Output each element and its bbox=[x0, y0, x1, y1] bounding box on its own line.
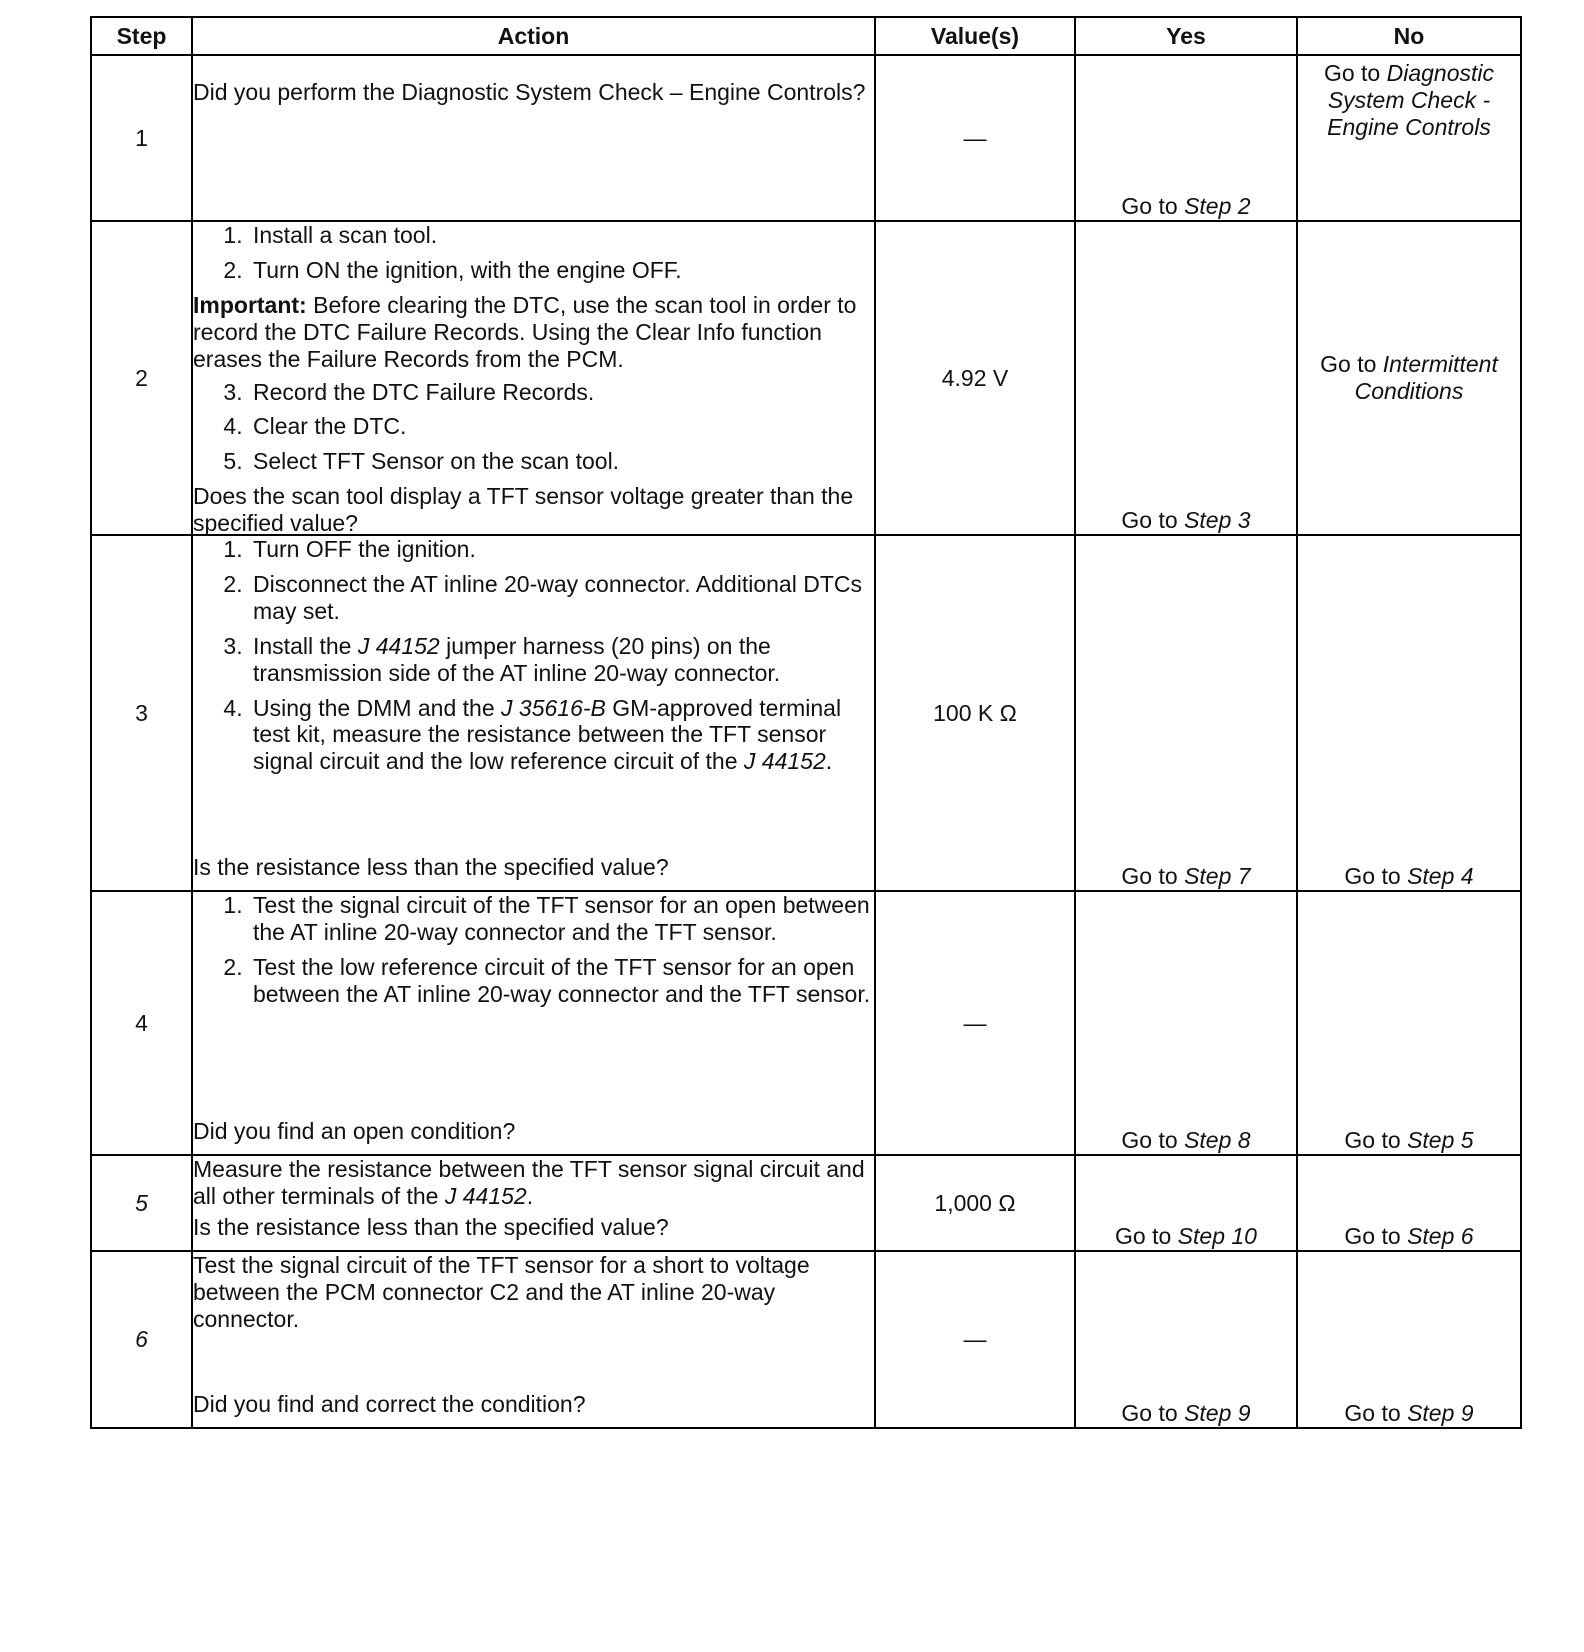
action-cell bbox=[192, 1155, 875, 1251]
no-target: Step 4 bbox=[1407, 863, 1474, 890]
action-question: Did you find and correct the condition? bbox=[193, 1391, 586, 1418]
value-cell: 4.92 V bbox=[875, 221, 1075, 535]
table-row bbox=[91, 221, 1521, 535]
no-target: Intermittent Conditions bbox=[1354, 351, 1498, 404]
yes-cell bbox=[1075, 55, 1297, 221]
action-question: Did you perform the Diagnostic System Check – Engine Controls? bbox=[193, 79, 866, 105]
go-to-label: Go to bbox=[1121, 1400, 1178, 1427]
procedure-list bbox=[193, 379, 874, 476]
procedure-list bbox=[193, 892, 874, 1016]
yes-target: Step 9 bbox=[1184, 1400, 1251, 1427]
go-to-label: Go to bbox=[1121, 193, 1178, 220]
header-values: Value(s) bbox=[875, 17, 1075, 55]
yes-cell bbox=[1075, 221, 1297, 535]
table-row bbox=[91, 1155, 1521, 1251]
procedure-step: 4. Clear the DTC. bbox=[249, 413, 874, 440]
step-number: 2 bbox=[91, 221, 192, 535]
no-target: Step 5 bbox=[1407, 1127, 1474, 1154]
procedure-step: 5. Select TFT Sensor on the scan tool. bbox=[249, 448, 874, 475]
yes-target: Step 10 bbox=[1177, 1223, 1257, 1250]
action-cell bbox=[192, 891, 875, 1155]
procedure-step: 1. Turn OFF the ignition. bbox=[249, 536, 874, 563]
go-to-label: Go to bbox=[1344, 1400, 1401, 1427]
no-cell bbox=[1297, 891, 1521, 1155]
yes-target: Step 8 bbox=[1184, 1127, 1251, 1154]
table-row bbox=[91, 535, 1521, 891]
procedure-step: 2. Test the low reference circuit of the TFT sensor for an open between the AT inline 20-way connector and the TFT sensor. bbox=[249, 954, 874, 1008]
procedure-step: 1. Install a scan tool. bbox=[249, 222, 874, 249]
yes-cell bbox=[1075, 1251, 1297, 1428]
tool-reference: J 44152 bbox=[743, 748, 826, 775]
table-row bbox=[91, 55, 1521, 221]
go-to-label: Go to bbox=[1344, 863, 1401, 890]
go-to-label: Go to bbox=[1344, 1127, 1401, 1154]
tool-reference: J 35616-B bbox=[501, 694, 606, 721]
value-cell: — bbox=[875, 891, 1075, 1155]
no-cell bbox=[1297, 535, 1521, 891]
action-cell bbox=[192, 221, 875, 535]
procedure-step: 1. Test the signal circuit of the TFT sensor for an open between the AT inline 20-way connector and the TFT sensor. bbox=[249, 892, 874, 946]
go-to-label: Go to bbox=[1121, 507, 1178, 534]
procedure-step: 2. Disconnect the AT inline 20-way connector. Additional DTCs may set. bbox=[249, 571, 874, 625]
action-cell bbox=[192, 535, 875, 891]
step-text: GM-approved terminal test kit, measure the resistance between the TFT sensor signal circuit and the low reference circuit of the bbox=[253, 694, 842, 775]
step-number: 3 bbox=[91, 535, 192, 891]
value-cell: 100 K Ω bbox=[875, 535, 1075, 891]
action-question: Is the resistance less than the specified value? bbox=[193, 1214, 669, 1241]
table-row bbox=[91, 1251, 1521, 1428]
step-number: 6 bbox=[91, 1251, 192, 1428]
action-cell bbox=[192, 55, 875, 221]
go-to-label: Go to bbox=[1344, 1223, 1401, 1250]
yes-cell bbox=[1075, 535, 1297, 891]
no-cell bbox=[1297, 1155, 1521, 1251]
yes-target: Step 3 bbox=[1184, 507, 1251, 534]
step-text: jumper harness (20 pins) on the transmission side of the AT inline 20-way connector. bbox=[253, 632, 781, 686]
procedure-list bbox=[193, 536, 874, 783]
important-label: Important: bbox=[193, 291, 307, 318]
yes-target: Step 7 bbox=[1184, 863, 1251, 890]
diagnostic-table bbox=[90, 16, 1522, 1429]
value-cell: — bbox=[875, 55, 1075, 221]
action-text bbox=[193, 1156, 874, 1210]
header-row bbox=[91, 17, 1521, 55]
important-note bbox=[193, 292, 874, 373]
step-text: Measure the resistance between the TFT sensor signal circuit and all other terminals of the bbox=[193, 1156, 865, 1209]
step-text: . bbox=[825, 748, 833, 775]
go-to-label: Go to bbox=[1323, 60, 1381, 86]
step-number: 5 bbox=[91, 1155, 192, 1251]
procedure-step bbox=[249, 695, 874, 776]
no-cell bbox=[1297, 1251, 1521, 1428]
action-text: Test the signal circuit of the TFT sensor for a short to voltage between the PCM connector C2 and the AT inline 20-way connector. bbox=[193, 1252, 810, 1332]
action-question: Did you find an open condition? bbox=[193, 1118, 516, 1145]
yes-target: Step 2 bbox=[1184, 193, 1251, 220]
step-number: 4 bbox=[91, 891, 192, 1155]
table-row bbox=[91, 891, 1521, 1155]
step-text: Install the bbox=[253, 632, 358, 659]
no-cell bbox=[1297, 221, 1521, 535]
value-cell: 1,000 Ω bbox=[875, 1155, 1075, 1251]
procedure-step: 2. Turn ON the ignition, with the engine OFF. bbox=[249, 257, 874, 284]
yes-cell bbox=[1075, 891, 1297, 1155]
no-target: Diagnostic System Check - Engine Controls bbox=[1327, 60, 1495, 140]
go-to-label: Go to bbox=[1121, 1127, 1178, 1154]
procedure-step: 3. Record the DTC Failure Records. bbox=[249, 379, 874, 406]
go-to-label: Go to bbox=[1320, 351, 1377, 378]
procedure-step bbox=[249, 633, 874, 687]
action-cell bbox=[192, 1251, 875, 1428]
yes-cell bbox=[1075, 1155, 1297, 1251]
value-cell: — bbox=[875, 1251, 1075, 1428]
tool-reference: J 44152 bbox=[444, 1182, 527, 1209]
step-text: . bbox=[526, 1182, 534, 1209]
no-cell bbox=[1297, 55, 1521, 221]
header-yes: Yes bbox=[1075, 17, 1297, 55]
no-target: Step 6 bbox=[1407, 1223, 1474, 1250]
tool-reference: J 44152 bbox=[357, 632, 440, 659]
action-question: Does the scan tool display a TFT sensor voltage greater than the specified value? bbox=[193, 483, 854, 537]
header-action: Action bbox=[192, 17, 875, 55]
procedure-list bbox=[193, 222, 874, 284]
important-text: Before clearing the DTC, use the scan tool in order to record the DTC Failure Records. Using the Clear Info function erases the Failure Records from the PCM. bbox=[193, 291, 857, 372]
go-to-label: Go to bbox=[1121, 863, 1178, 890]
step-number: 1 bbox=[91, 55, 192, 221]
step-text: Using the DMM and the bbox=[253, 694, 502, 721]
header-step: Step bbox=[91, 17, 192, 55]
header-no: No bbox=[1297, 17, 1521, 55]
action-question: Is the resistance less than the specified value? bbox=[193, 854, 669, 881]
no-target: Step 9 bbox=[1407, 1400, 1474, 1427]
go-to-label: Go to bbox=[1115, 1223, 1172, 1250]
